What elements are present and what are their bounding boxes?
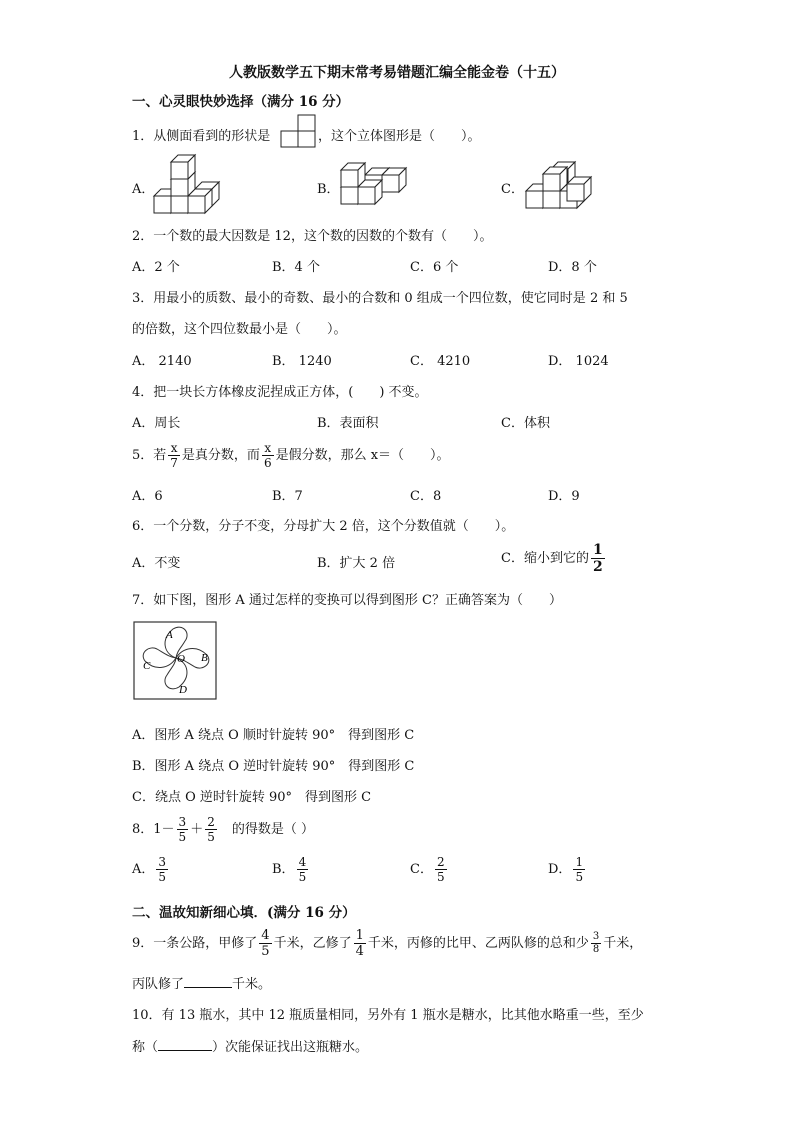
q2-option-b: B．4 个 [272,260,320,275]
q1-stem-pre: 1．从侧面看到的形状是 [132,129,271,144]
q1-option-b-label: B． [317,182,340,197]
cube-block [358,180,382,204]
q10-stem-line2: 称（ ）次能保证找出这瓶糖水。 [132,1040,369,1055]
q4-option-b: B．表面积 [317,416,379,431]
q5-post: 是假分数，那么 x＝（ ）。 [275,448,450,463]
q1-option-a-label: A． [132,182,155,197]
q7-option-b: B．图形 A 绕点 O 逆时针旋转 90° 得到图形 C [132,759,415,774]
q9-stem-line2: 丙队修了 千米。 [132,977,272,992]
q8-option-b: B． $\frac{4}{5}$ [272,855,307,884]
cube-block [382,168,406,192]
q8-option-d: D． $\frac{1}{5}$ [548,855,584,884]
q3-option-d: D． 1024 [548,354,609,369]
section-1-heading: 一、心灵眼快妙选择（满分 16 分） [132,94,350,110]
q7-label-d: D [179,684,187,696]
q8-option-c: C． $\frac{2}{5}$ [410,855,445,884]
q6-option-c-text: C．缩小到它的 [501,551,589,566]
page-title: 人教版数学五下期末常考易错题汇编全能金卷（十五） [229,65,565,81]
q8-option-a: A． $\frac{3}{5}$ [132,855,167,884]
q5-stem [132,441,450,471]
q5-fraction-1: $\frac{x}{7}$ [170,441,178,470]
q1-side-view-figure [279,114,317,148]
q1-option-a-figure [150,150,220,216]
q8-plus: ＋ [190,822,204,837]
q6-option-a: A．不变 [132,556,181,571]
q5-option-c: C．8 [410,489,442,504]
q8-pre: 8．1－ [132,822,175,837]
q4-option-c: C．体积 [501,416,550,431]
q4-stem: 4．把一块长方体橡皮泥捏成正方体，( ) 不变。 [132,385,428,400]
q1-option-c-figure [520,155,595,211]
section-2-heading: 二、温故知新细心填．(满分 16 分） [132,905,356,921]
q3-option-a: A． 2140 [132,354,192,369]
q2-stem: 2．一个数的最大因数是 12，这个数的因数的个数有（ ）。 [132,229,493,244]
q7-stem: 7．如下图，图形 A 通过怎样的变换可以得到图形 C？正确答案为（ ） [132,593,563,608]
q7-rotation-figure [133,621,217,701]
q8-stem [132,815,314,845]
q1-option-c-label: C． [501,182,524,197]
q8-fraction-2: $\frac{2}{5}$ [207,815,215,844]
q1-stem-post: ，这个立体图形是（ ）。 [318,129,481,144]
q4-option-a: A．周长 [132,416,181,431]
q5-option-a: A．6 [132,489,163,504]
q6-option-b: B．扩大 2 倍 [317,556,396,571]
q7-option-a: A．图形 A 绕点 O 顺时针旋转 90° 得到图形 C [132,728,415,743]
q2-option-a: A．2 个 [132,260,180,275]
q5-fraction-2: $\frac{x}{6}$ [263,441,272,470]
q7-label-b: B [201,652,208,664]
cube-block [567,177,591,201]
q3-option-c: C． 4210 [410,354,471,369]
cube-block [543,167,567,191]
q1-option-b-figure [336,160,406,208]
q5-option-d: D．9 [548,489,580,504]
q7-label-o: O [177,653,185,665]
q3-stem-line1: 3．用最小的质数、最小的奇数、最小的合数和 0 组成一个四位数，使它同时是 2 和 5 [132,291,628,306]
q6-option-c-fraction: $\frac{1}{2}$ [592,542,603,575]
q8-post: 的得数是（ ） [218,822,314,837]
q10-answer-blank[interactable] [158,1038,212,1051]
q6-stem: 6．一个分数，分子不变，分母扩大 2 倍，这个分数值就（ ）。 [132,519,515,534]
q5-option-b: B．7 [272,489,303,504]
cube-block [171,155,195,179]
q8-fraction-1: $\frac{3}{5}$ [178,815,187,844]
q10-stem-line1: 10．有 13 瓶水，其中 12 瓶质量相同，另外有 1 瓶水是糖水，比其他水略重一些，至少 [132,1008,644,1023]
q6-option-c [501,542,607,576]
q9-answer-blank[interactable] [184,975,232,988]
q5-mid: 是真分数，而 [181,448,260,463]
q5-pre: 5．若 [132,448,167,463]
q7-label-c: C [143,660,151,672]
q7-label-a: A [166,629,173,641]
q3-stem-line2: 的倍数，这个四位数最小是（ ）。 [132,322,347,337]
q9-stem-line1: 9．一条公路，甲修了 $\frac{4}{5}$ 千米，乙修了 $\frac{1}{4}$ 千米，丙修的比甲、乙两队修的总和少 $\frac{3}{8}$ 千米， [132,928,643,959]
q2-option-c: C．6 个 [410,260,459,275]
q2-option-d: D．8 个 [548,260,597,275]
q3-option-b: B． 1240 [272,354,332,369]
q7-option-c: C．绕点 O 逆时针旋转 90° 得到图形 C [132,790,372,805]
